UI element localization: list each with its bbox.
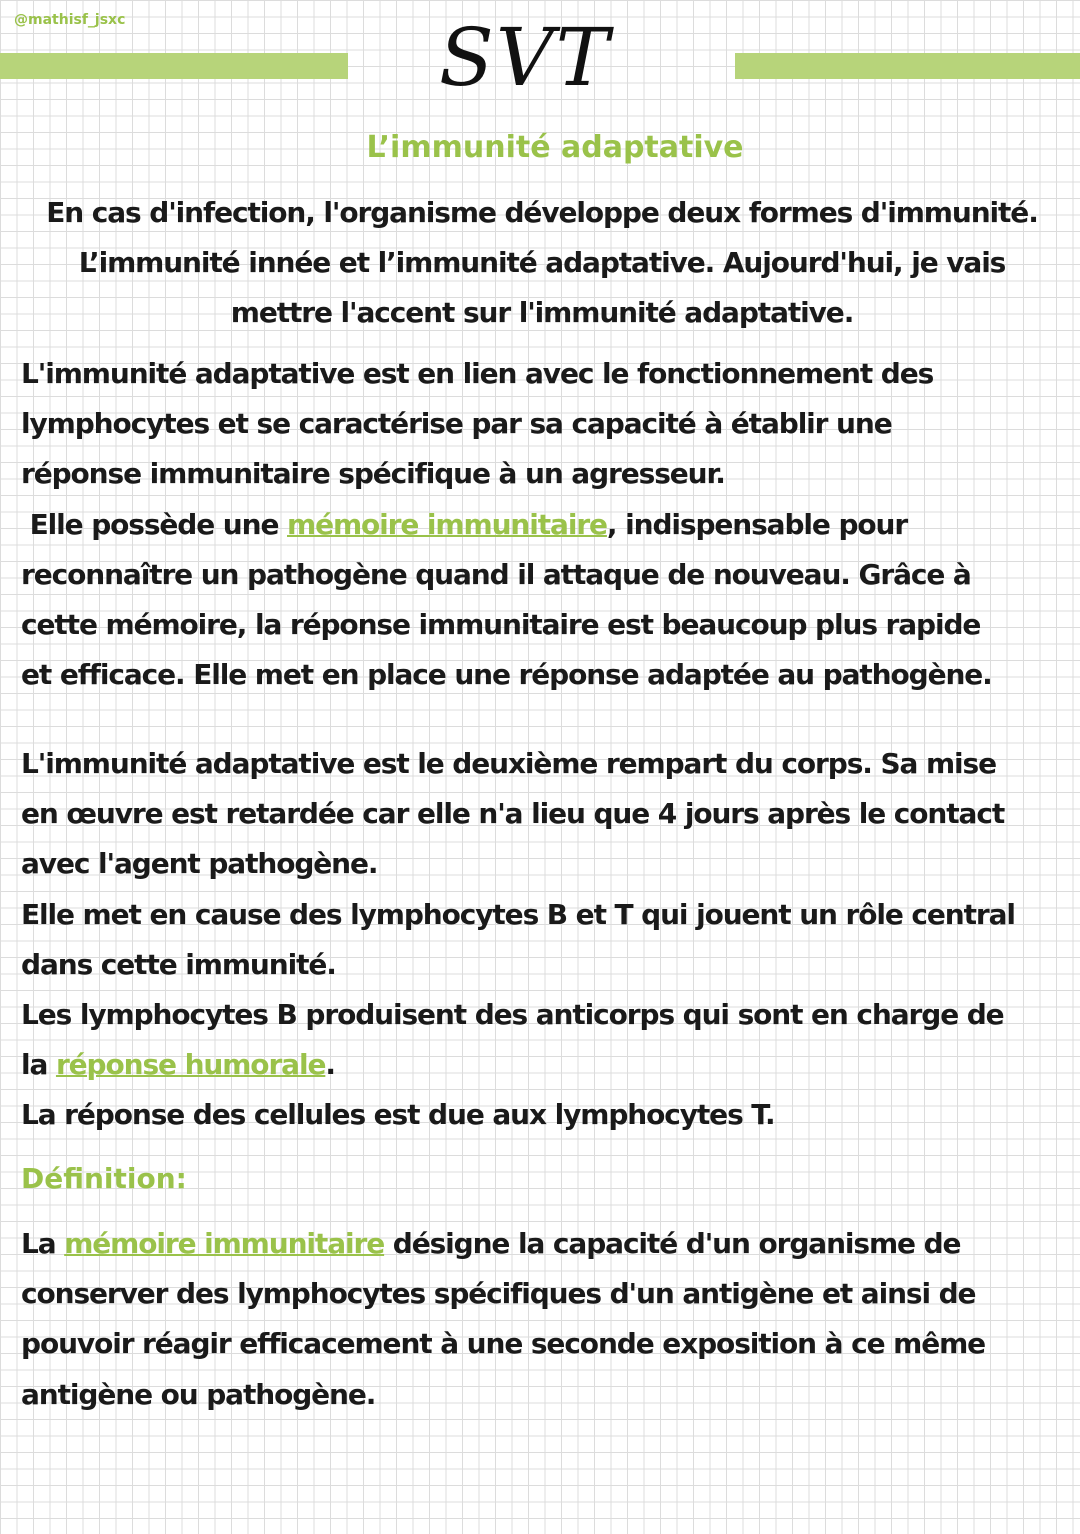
intro-line: mettre l'accent sur l'immunité adaptative. (230, 296, 854, 329)
text-line: Elle met en cause des lymphocytes B et T qui jouent un rôle central (21, 897, 1015, 931)
text-line: réponse immunitaire spécifique à un agresseur. (21, 457, 725, 491)
text-line: cette mémoire, la réponse immunitaire est beaucoup plus rapide (21, 608, 981, 642)
text-line: L'immunité adaptative est en lien avec le fonctionnement des (21, 357, 934, 390)
text-line: lymphocytes et se caractérise par sa capacité à établir une (21, 407, 892, 441)
header-band-right (735, 53, 1080, 79)
page-title: SVT (439, 11, 611, 104)
text-segment: , indispensable pour (606, 507, 908, 541)
header-band-left (0, 53, 348, 79)
text-segment: désigne la capacité d'un organisme de (384, 1227, 961, 1260)
text-segment: Elle possède une (21, 507, 287, 541)
memory-definition-link[interactable]: mémoire immunitaire (64, 1227, 385, 1260)
text-line (21, 500, 1071, 550)
text-line: antigène ou pathogène. (21, 1377, 376, 1411)
text-segment: La (21, 1227, 65, 1260)
text-segment: . (325, 1048, 335, 1082)
text-line: en œuvre est retardée car elle n'a lieu que 4 jours après le contact (21, 797, 1005, 831)
text-line (21, 1040, 1071, 1090)
text-line: et efficace. Elle met en place une réponse adaptée au pathogène. (21, 658, 992, 692)
definition-label: Définition: (21, 1162, 187, 1195)
paragraph-second-barrier (21, 739, 1071, 1141)
text-line: pouvoir réagir efficacement à une seconde exposition à ce même (21, 1327, 986, 1361)
text-line: Les lymphocytes B produisent des anticorps qui sont en charge de (21, 998, 1004, 1032)
text-segment: la (21, 1048, 56, 1082)
definition-paragraph (21, 1219, 1071, 1420)
text-line: dans cette immunité. (21, 947, 336, 981)
intro-paragraph (10, 188, 1074, 338)
text-line: conserver des lymphocytes spécifiques d'un antigène et ainsi de (21, 1277, 976, 1311)
text-line: La réponse des cellules est due aux lymphocytes T. (21, 1098, 775, 1132)
text-line: avec l'agent pathogène. (21, 847, 378, 881)
section-subtitle: L’immunité adaptative (366, 130, 744, 165)
text-line (21, 1219, 1071, 1269)
paragraph-adaptive-immunity (21, 349, 1071, 700)
memory-link[interactable]: mémoire immunitaire (287, 507, 607, 541)
watermark: @mathisf_jsxc (14, 12, 126, 28)
text-line: L'immunité adaptative est le deuxième rempart du corps. Sa mise (21, 747, 996, 780)
intro-line: L’immunité innée et l’immunité adaptative. Aujourd'hui, je vais (78, 246, 1006, 279)
intro-line: En cas d'infection, l'organisme développe deux formes d'immunité. (46, 196, 1038, 229)
text-line: reconnaître un pathogène quand il attaque de nouveau. Grâce à (21, 557, 971, 591)
humoral-response-link[interactable]: réponse humorale (55, 1048, 326, 1082)
